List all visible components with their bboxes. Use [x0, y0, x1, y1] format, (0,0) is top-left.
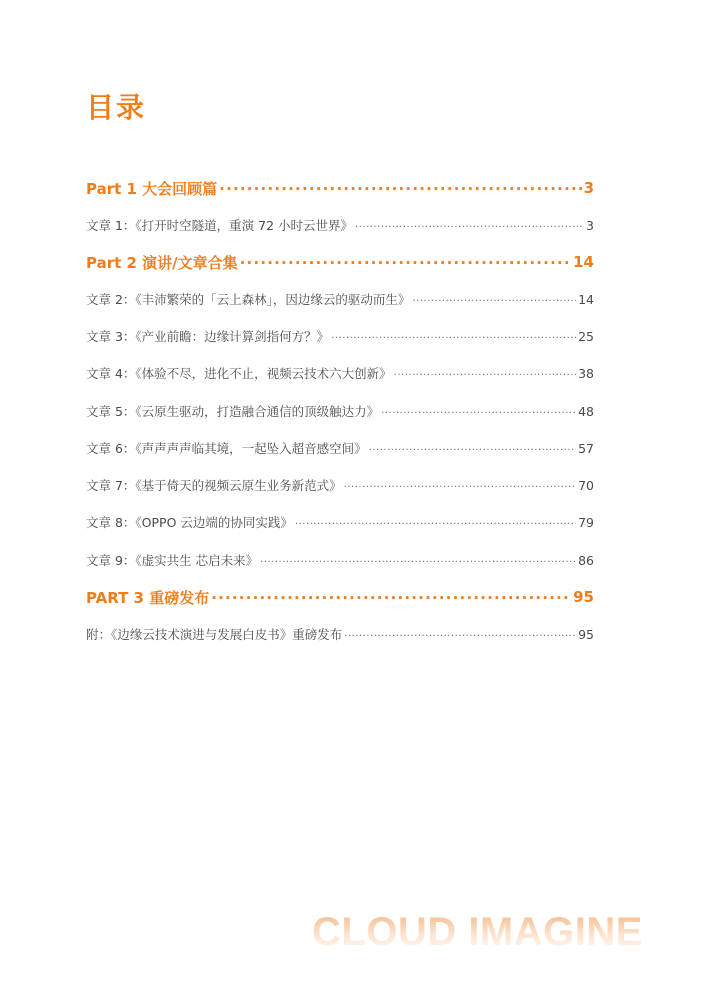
toc-entry-title: 文章 9：《虚实共生 芯启未来》	[86, 553, 259, 568]
toc-page-number: 14	[573, 253, 594, 271]
toc-entry-title: 附：《边缘云技术演进与发展白皮书》重磅发布	[86, 627, 343, 642]
cloud-imagine-watermark: CLOUD IMAGINE	[312, 910, 643, 954]
toc-article-2[interactable]	[86, 281, 594, 317]
dot-leader	[211, 590, 571, 605]
toc-page-number: 48	[578, 403, 594, 419]
toc-page-number: 38	[578, 365, 594, 381]
dot-leader	[394, 367, 576, 380]
toc-appendix[interactable]	[86, 616, 594, 652]
toc-article-4[interactable]	[86, 355, 594, 391]
toc-article-3[interactable]	[86, 318, 594, 354]
toc-page-number: 95	[578, 626, 594, 642]
toc-entry-title: Part 1 大会回顾篇	[86, 179, 218, 198]
dot-leader	[355, 219, 584, 232]
toc-page-number: 79	[578, 514, 594, 530]
toc-article-7[interactable]	[86, 467, 594, 503]
page-title: 目录	[86, 91, 147, 124]
toc-entry-title: 文章 7：《基于倚天的视频云原生业务新范式》	[86, 478, 342, 493]
dot-leader	[369, 442, 576, 455]
toc-part-2[interactable]	[86, 244, 594, 280]
toc-entry-title: 文章 6：《声声声声临其境，一起坠入超音感空间》	[86, 441, 367, 456]
toc-entry-title: 文章 4：《体验不尽，进化不止，视频云技术六大创新》	[86, 366, 392, 381]
dot-leader	[412, 293, 576, 306]
toc-entry-title: 文章 2：《丰沛繁荣的「云上森林」，因边缘云的驱动而生》	[86, 292, 411, 307]
dot-leader	[344, 479, 576, 492]
toc-article-9[interactable]	[86, 542, 594, 578]
toc-entry-title: 文章 1：《打开时空隧道，重演 72 小时云世界》	[86, 218, 354, 233]
toc-page-number: 25	[578, 328, 594, 344]
toc-entry-title: 文章 8：《OPPO 云边端的协同实践》	[86, 515, 293, 530]
toc-page-number: 86	[578, 552, 594, 568]
toc-entry-title: PART 3 重磅发布	[86, 588, 210, 607]
toc-article-6[interactable]	[86, 430, 594, 466]
dot-leader	[240, 255, 571, 270]
dot-leader	[219, 181, 581, 196]
toc-page-number: 14	[578, 291, 594, 307]
toc-page-number: 95	[573, 588, 594, 606]
toc-article-1[interactable]	[86, 207, 594, 243]
toc-part-1[interactable]	[86, 170, 594, 206]
toc-entry-title: 文章 3：《产业前瞻：边缘计算剑指何方？》	[86, 329, 330, 344]
dot-leader	[260, 554, 576, 567]
toc-page-number: 57	[578, 440, 594, 456]
dot-leader	[344, 628, 576, 641]
toc-article-8[interactable]	[86, 504, 594, 540]
dot-leader	[381, 405, 576, 418]
toc-page-number: 3	[586, 217, 594, 233]
toc-entry-title: Part 2 演讲/文章合集	[86, 253, 238, 272]
toc-entry-title: 文章 5：《云原生驱动，打造融合通信的顶级触达力》	[86, 404, 380, 419]
toc-page-number: 3	[583, 179, 594, 197]
toc-page-number: 70	[578, 477, 594, 493]
toc-article-5[interactable]	[86, 393, 594, 429]
toc-part-3[interactable]	[86, 579, 594, 615]
dot-leader	[295, 516, 576, 529]
dot-leader	[331, 330, 576, 343]
